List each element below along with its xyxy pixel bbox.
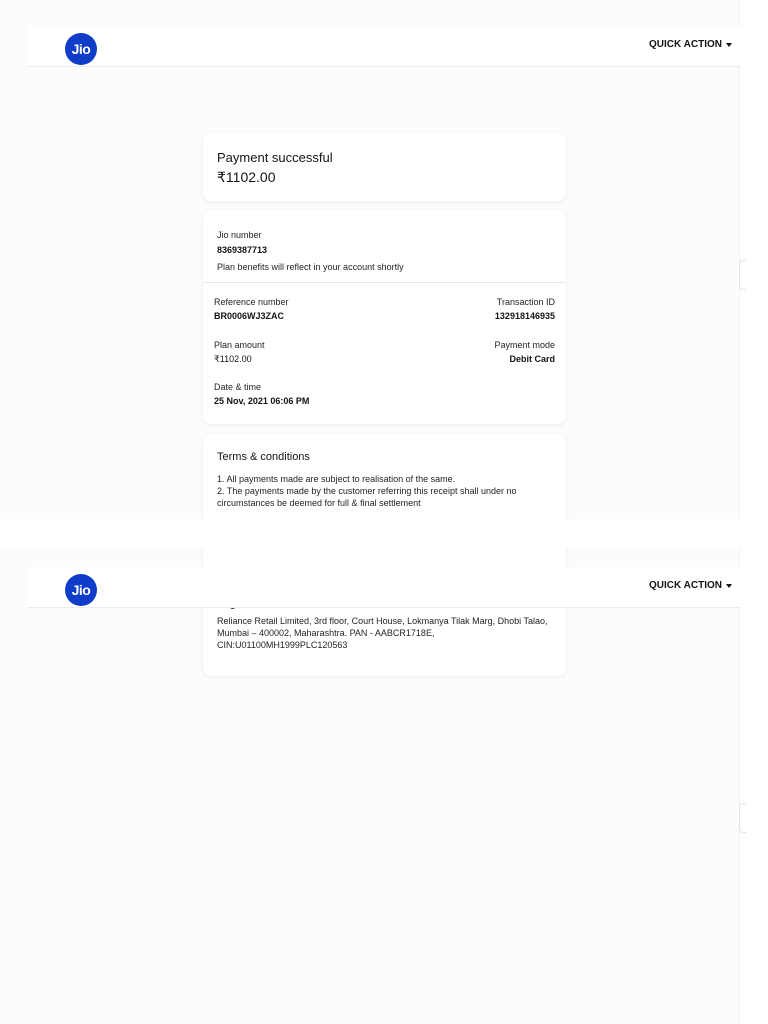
- regd-office-address: Reliance Retail Limited, 3rd floor, Court House, Lokmanya Tilak Marg, Dhobi Talao, Mumbai – 400002, Maharashtra. PAN - AABCR1718E, CIN:U01100MH1999PLC120563: [217, 616, 548, 650]
- datetime-value: 25 Nov, 2021 06:06 PM: [214, 396, 310, 406]
- terms-line-2: 2. The payments made by the customer referring this receipt shall under no circumstances be deemed for full & final settlement: [217, 486, 517, 508]
- terms-text: [217, 473, 552, 509]
- quick-action-button-bottom[interactable]: [649, 580, 732, 591]
- quick-action-button[interactable]: [649, 39, 732, 50]
- payment-status-card: [203, 133, 566, 201]
- caret-down-icon: [726, 584, 732, 588]
- bottom-header: [27, 567, 740, 608]
- jio-logo[interactable]: Jio: [65, 33, 97, 65]
- payment-mode-label: Payment mode: [494, 340, 555, 350]
- transaction-id-label: Transaction ID: [496, 297, 555, 307]
- jio-number-label: Jio number: [217, 230, 262, 240]
- caret-down-icon: [726, 43, 732, 47]
- reference-number-label: Reference number: [214, 297, 289, 307]
- transaction-id-value: 132918146935: [494, 311, 555, 321]
- plan-amount-value: ₹1102.00: [214, 354, 252, 364]
- top-header: [27, 26, 740, 67]
- side-tab-marker[interactable]: [739, 260, 746, 290]
- receipt-panel-bottom: [0, 549, 768, 1024]
- terms-title: Terms & conditions: [217, 451, 310, 463]
- plan-benefits-note: Plan benefits will reflect in your account shortly: [217, 262, 404, 272]
- jio-number-value: 8369387713: [217, 245, 268, 255]
- plan-amount-label: Plan amount: [214, 340, 265, 350]
- jio-number-block: [217, 230, 404, 272]
- side-tab-marker-bottom[interactable]: [739, 803, 746, 833]
- details-divider: [203, 282, 566, 283]
- payment-amount: ₹1102.00: [217, 169, 276, 185]
- datetime-label: Date & time: [214, 382, 262, 392]
- right-strip-bottom: [739, 549, 768, 1024]
- quick-action-label: QUICK ACTION: [649, 39, 722, 50]
- jio-logo-bottom[interactable]: Jio: [65, 574, 97, 606]
- payment-details-card: [203, 210, 566, 424]
- quick-action-label-bottom: QUICK ACTION: [649, 580, 722, 591]
- terms-line-1: 1. All payments made are subject to realisation of the same.: [217, 474, 456, 484]
- payment-status-title: Payment successful: [217, 150, 333, 165]
- terms-card: [203, 434, 566, 519]
- reference-number-value: BR0006WJ3ZAC: [214, 311, 285, 321]
- payment-mode-value: Debit Card: [509, 354, 555, 364]
